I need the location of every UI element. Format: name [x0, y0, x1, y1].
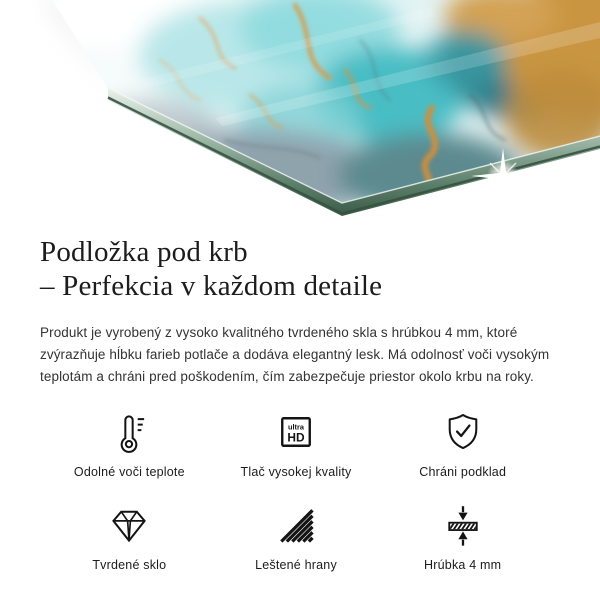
thermometer-icon	[107, 410, 151, 454]
feature-label: Leštené hrany	[255, 558, 337, 573]
feature-print-quality	[213, 410, 380, 479]
polished-edges-icon	[274, 503, 318, 547]
feature-label: Tvrdené sklo	[92, 558, 167, 573]
title-line-2: – Perfekcia v každom detaile	[40, 270, 383, 302]
shield-check-icon	[441, 410, 485, 454]
page-title	[40, 235, 560, 303]
feature-tempered-glass	[46, 503, 213, 572]
feature-label: Odolné voči teplote	[73, 465, 185, 480]
feature-label: Tlač vysokej kvality	[240, 465, 352, 480]
product-photo	[0, 0, 600, 230]
feature-grid	[46, 410, 546, 572]
feature-heat-resistant	[46, 410, 213, 479]
product-info-section	[0, 235, 600, 572]
diamond-icon	[107, 503, 151, 547]
glass-panel-image	[0, 0, 600, 230]
feature-protects-surface	[379, 410, 546, 479]
title-line-1: Podložka pod krb	[40, 236, 248, 268]
feature-polished-edges	[213, 503, 380, 572]
thickness-icon	[441, 503, 485, 547]
svg-text:HD: HD	[287, 431, 305, 446]
ultra-hd-icon	[274, 410, 318, 454]
feature-label: Chráni podklad	[419, 465, 507, 480]
product-description: Produkt je vyrobený z vysoko kvalitného tvrdeného skla s hrúbkou 4 mm, ktoré zvýrazňuje hĺbku farieb potlače a dodáva elegantný lesk. Má odolnosť voči vysokým teplotám a chráni pred poškodením, čím zabezpečuje priestor okolo krbu na roky.	[40, 325, 550, 385]
feature-thickness	[379, 503, 546, 572]
feature-label: Hrúbka 4 mm	[424, 558, 502, 573]
glass-face-art	[0, 0, 600, 230]
svg-text:ultra: ultra	[288, 423, 304, 433]
